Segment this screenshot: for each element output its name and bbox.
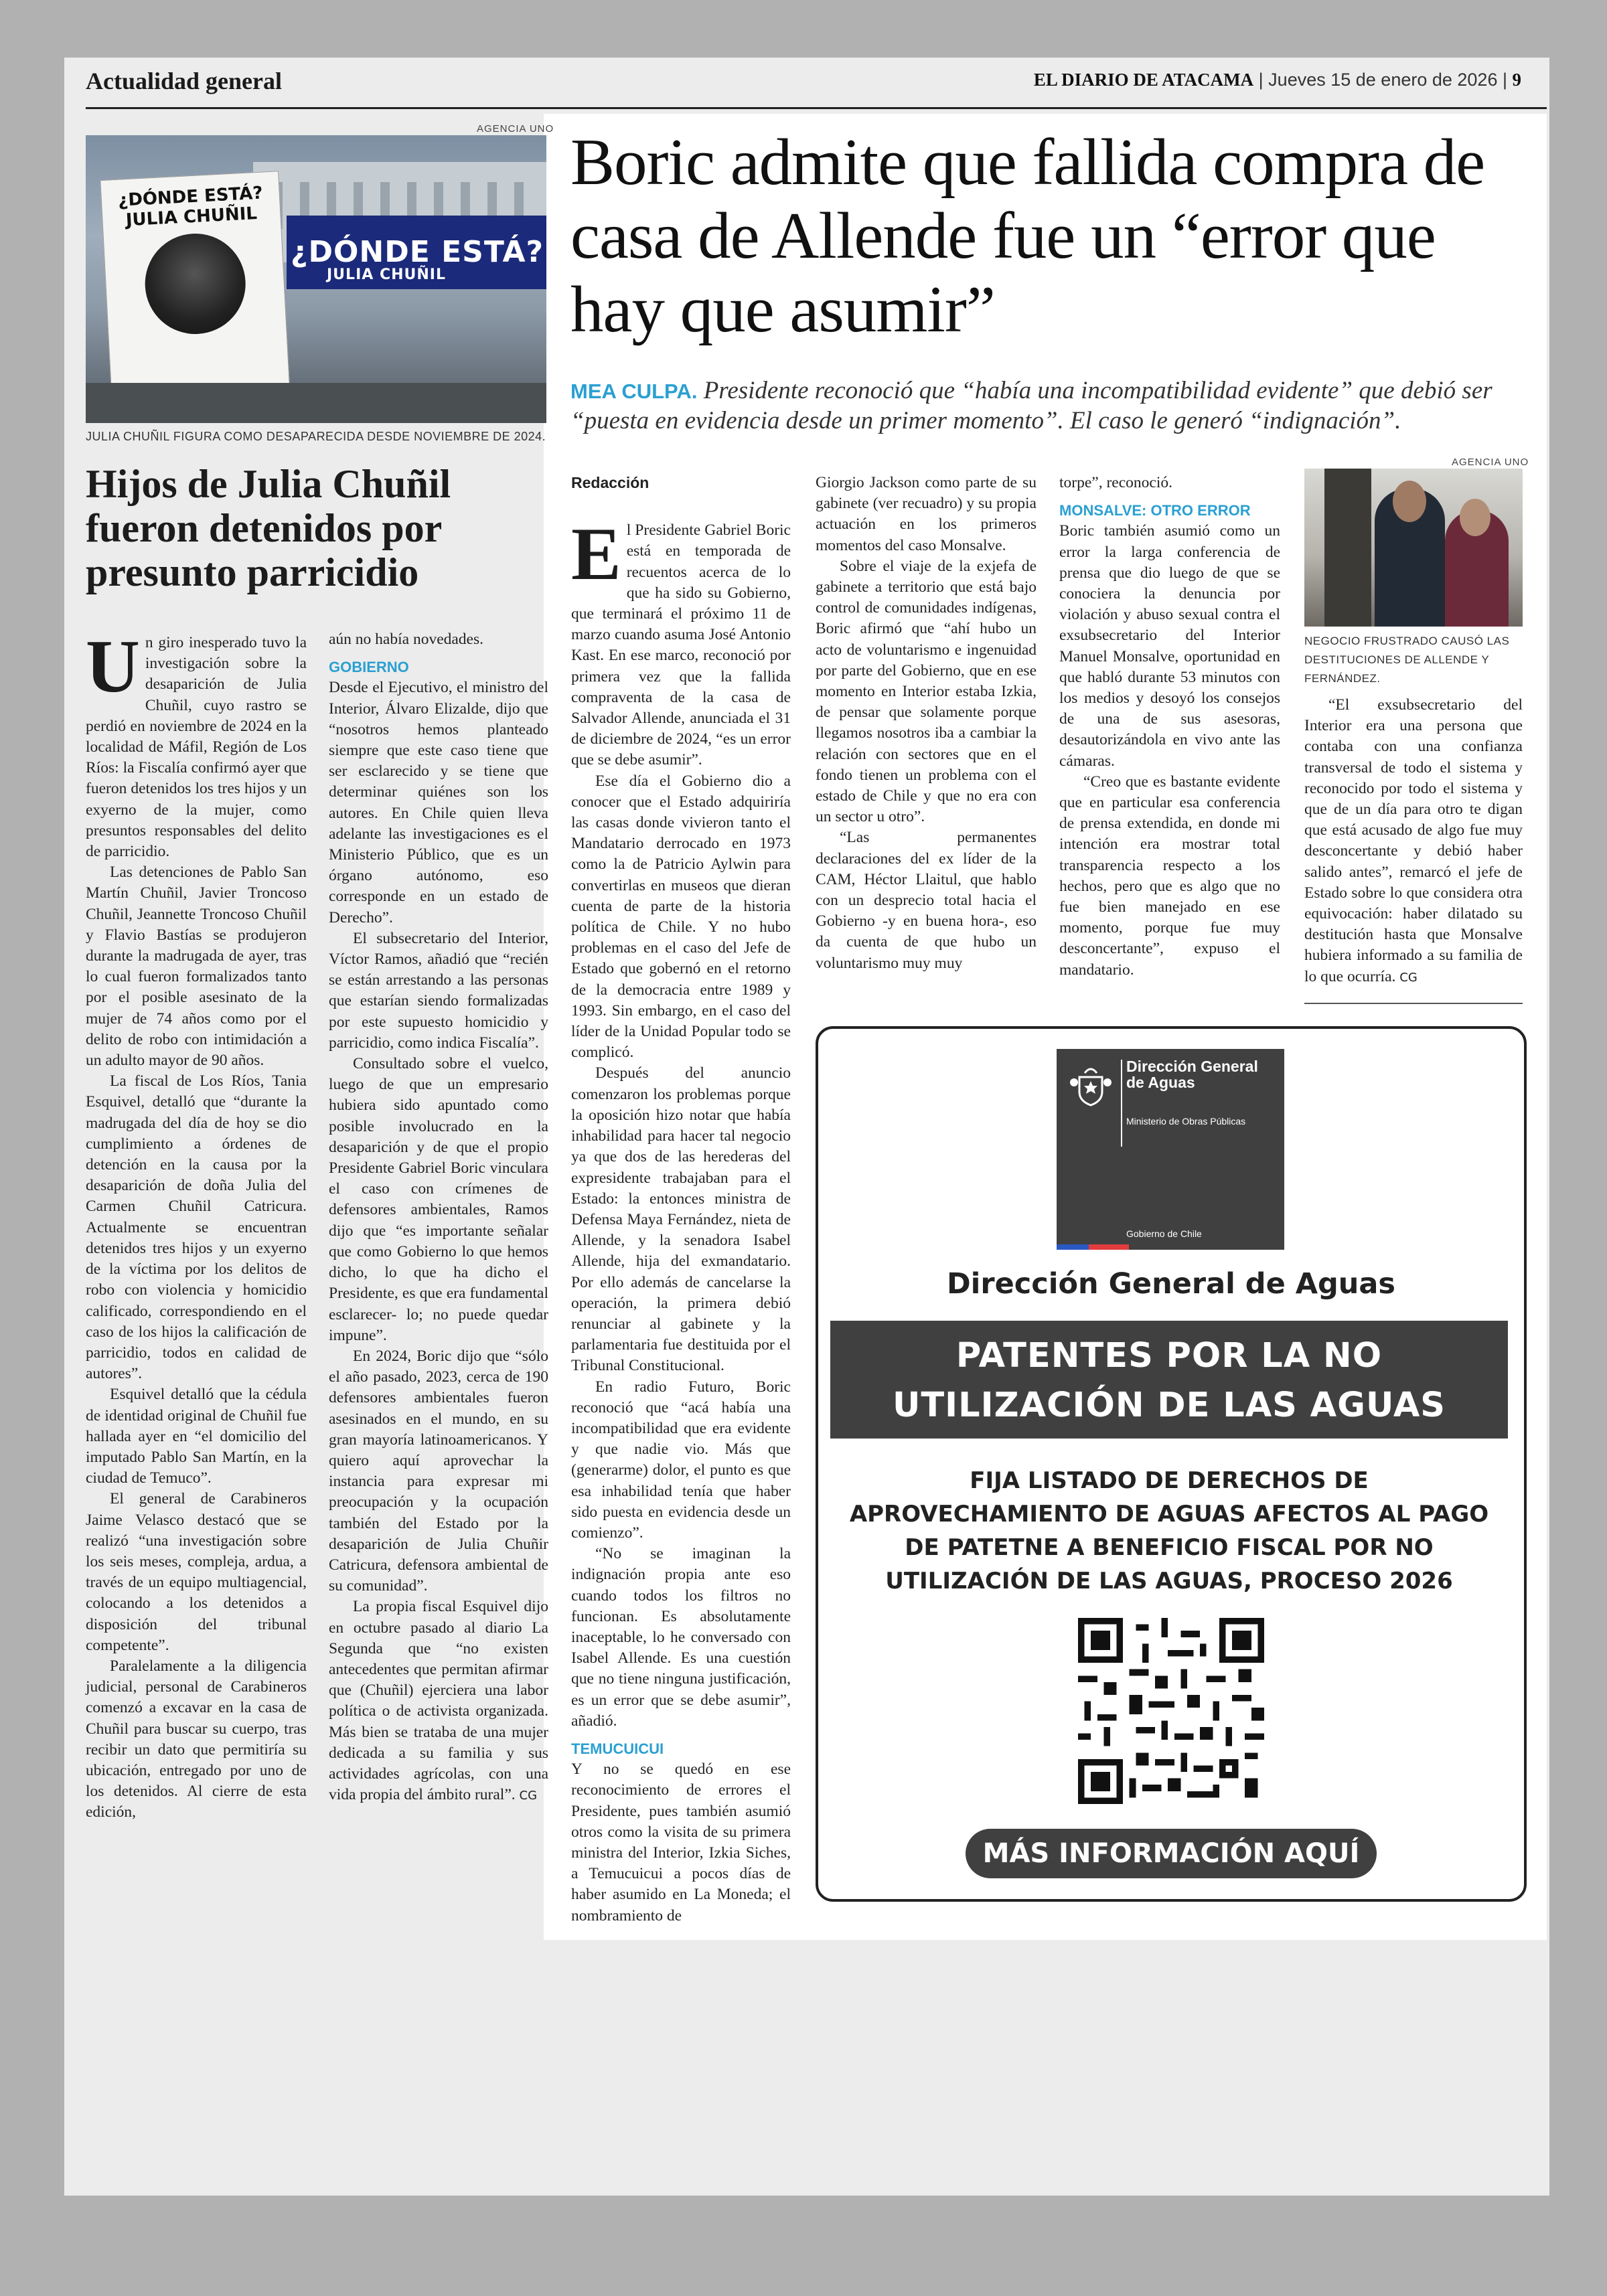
protest-banner-text: ¿DÓNDE ESTÁ? <box>290 235 544 269</box>
photo-caption-left: JULIA CHUÑIL FIGURA COMO DESAPARECIDA DESDE NOVIEMBRE DE 2024. <box>86 430 546 443</box>
dga-logo <box>1057 1049 1284 1250</box>
photo-caption-right: NEGOCIO FRUSTRADO CAUSÓ LAS DESTITUCIONES DE ALLENDE Y FERNÁNDEZ. <box>1304 635 1510 685</box>
protest-banner-sub: JULIA CHUÑIL <box>327 266 446 283</box>
paragraph <box>1304 695 1523 988</box>
ad-title-band: PATENTES POR LA NO UTILIZACIÓN DE LAS AGUAS <box>830 1321 1508 1439</box>
left-col-1 <box>86 625 307 1823</box>
main-deck <box>570 376 1521 436</box>
paragraph: El subsecretario del Interior, Víctor Ramos, añadió que “recién se están arrestando a las personas que estarían siendo formalizadas por este supuesto homicidio y parricidio, como indica Fiscalía”. <box>329 929 548 1052</box>
left-headline: Hijos de Julia Chuñil fueron detenidos por presunto parricidio <box>86 462 451 594</box>
subhead: TEMUCUICUI <box>571 1740 664 1757</box>
paragraph: Consultado sobre el vuelco, luego de que un empresario hubiera sido apuntado como posible involucrado en la desaparición y de que el propio Presidente Gabriel Boric vinculara el caso con crímenes de defensores ambientales, Ramos dijo que “es importante señalar que como Gobierno lo que hemos dicho, lo que ha dicho el Presidente, es que era fundamental esclarecer- lo; no puede quedar impune”. <box>329 1055 548 1344</box>
page-number: 9 <box>1512 70 1521 90</box>
deck-text: Presidente reconoció que “había una incompatibilidad evidente” que debió ser “puesta en evidencia desde un primer momento”. El caso le generó “indignación”. <box>570 377 1493 434</box>
doorway <box>1324 469 1371 627</box>
ground <box>86 383 546 423</box>
subhead: GOBIERNO <box>329 659 409 676</box>
publication-info <box>1034 70 1521 90</box>
ad-body-text: FIJA LISTADO DE DERECHOS DE APROVECHAMIENTO DE AGUAS AFECTOS AL PAGO DE PATETNE A BENEFICIO FISCAL POR NO UTILIZACIÓN DE LAS AGUAS, PROCESO 2026 <box>849 1467 1489 1594</box>
paragraph: “No se imaginan la indignación propia ante eso cuando todos los filtros no funcionan. Es absolutamente inaceptable, lo he conversado con Isabel Allende. Es una cuestión que no tiene ninguna justificación, es un error que se debe asumir”, añadió. <box>571 1545 791 1730</box>
flag-stripe-blue <box>1057 1244 1089 1250</box>
paragraph <box>329 1596 548 1806</box>
section-title: Actualidad general <box>86 68 282 94</box>
header-rule <box>86 107 1547 109</box>
paragraph: aún no había novedades. <box>329 631 484 648</box>
photo-credit-right: AGENCIA UNO <box>1452 457 1529 468</box>
main-col-3 <box>1059 473 1280 981</box>
paragraph: Boric también asumió como un error la larga conferencia de prensa que dio luego de que se conociera la denuncia por violación y abuso sexual contra el exsubsecretario del Interior Manuel Monsalve, oportunidad en que habló durante 53 minutos con los medios y desoyó los consejos de una de sus asesoras, desautorizándola en vivo ante las cámaras. <box>1059 522 1280 770</box>
paragraph: En radio Futuro, Boric reconoció que “acá había una incompatibilidad que era evidente y que nadie vio. Más que (generarme) dolor, el punto es que esa inhabilidad tenía que haber sido puesta en evidencia desde un comienzo”. <box>571 1378 791 1542</box>
person-head <box>1393 481 1426 522</box>
left-col-2 <box>329 629 548 1806</box>
paragraph: Giorgio Jackson como parte de su gabinete (ver recuadro) y su propia actuación en los primeros momentos del caso Monsalve. <box>816 474 1037 554</box>
paragraph: l Presidente Gabriel Boric está en temporada de recuentos acerca de lo que ha sido su Gobierno, que terminará el próximo 11 de marzo cuando asuma José Antonio Kast. En ese marco, reconoció por primera vez que la fallida compraventa de la casa de Salvador Allende, anunciada el 31 de diciembre de 2024, “es un error que se debe asumir”. <box>571 521 791 769</box>
protest-banner <box>287 216 546 289</box>
portrait-drawing <box>142 231 248 337</box>
publication-date: | Jueves 15 de enero de 2026 | <box>1258 70 1507 90</box>
paragraph: Desde el Ejecutivo, el ministro del Interior, Álvaro Elizalde, dijo que “nosotros hemos planteado siempre que este caso tiene que ser esclarecido y se tiene que determinar quiénes son los autores. En Chile quien lleva adelante las investigaciones es el Ministerio Público, que es un órgano autónomo, eso corresponde en un estado de Derecho”. <box>329 679 548 926</box>
main-col-2 <box>816 473 1037 974</box>
paragraph: Después del anuncio comenzaron los problemas porque la oposición hizo notar que había inhabilidad para hacer tal negocio ya que dos de las herederas del expresidente trabajaban para el Estado: la entonces ministra de Defensa Maya Fernández, nieta de Allende, y la senadora Isabel Allende, hija del exmandatario. Por ello además de cancelarse la operación, la primera debió renunciar al gabinete y la parlamentaria fue destituida por el Tribunal Constitucional. <box>571 1064 791 1375</box>
boric-photo <box>1304 469 1523 627</box>
deck-label: MEA CULPA. <box>570 380 698 403</box>
publication-name: EL DIARIO DE ATACAMA <box>1033 70 1254 90</box>
end-mark: CG <box>1399 970 1418 985</box>
protest-photo <box>86 135 546 423</box>
paragraph: n giro inesperado tuvo la investigación sobre la desaparición de Julia Chuñil, cuyo rastro se perdió en noviembre de 2024 en la localidad de Máfil, Región de Los Ríos: la Fiscalía confirmó ayer que fueron detenidos los tres hijos y un exyerno de la mujer, como presuntos responsables del delito de parricidio. <box>86 634 307 861</box>
column-rule <box>1304 1003 1523 1004</box>
paragraph: Paralelamente a la diligencia judicial, personal de Carabineros comenzó a excavar en la casa de Chuñil para buscar su cuerpo, tras recibir un dato que permitiría su ubicación, entregado por uno de los detenidos. Al cierre de esta edición, <box>86 1657 307 1821</box>
dropcap: U <box>86 625 140 708</box>
protest-sign <box>100 171 290 406</box>
logo-ministry: Ministerio de Obras Públicas <box>1126 1116 1246 1127</box>
end-mark: CG <box>519 1789 538 1803</box>
paragraph-text: La propia fiscal Esquivel dijo en octubre pasado al diario La Segunda que “no existen antecedentes que permitan afirmar que (Chuñil) ejerciera una labor política o de activista organizada. Más bien se trataba de una mujer dedicada a su familia y sus actividades agrícolas, con una vida propia del ámbito rural”. <box>329 1598 548 1804</box>
person-head <box>1460 499 1490 536</box>
paragraph: torpe”, reconoció. <box>1059 474 1172 491</box>
byline: Redacción <box>571 474 649 491</box>
coat-of-arms-icon <box>1067 1062 1114 1109</box>
qr-code-icon[interactable] <box>1078 1618 1264 1804</box>
dropcap: E <box>571 513 621 596</box>
paragraph: “Las permanentes declaraciones del ex líder de la CAM, Héctor Llaitul, que hablo con un desprecio total hacia el Gobierno -y en buena hora-, eso da cuenta de que hubo un voluntarismo muy muy <box>816 829 1037 972</box>
more-info-button[interactable]: MÁS INFORMACIÓN AQUÍ <box>966 1829 1377 1878</box>
paragraph: Y no se quedó en ese reconocimiento de errores el Presidente, pues también asumió otros como la visita de su primera ministra del Interior, Izkia Siches, a Temucuicui a pocos días de haber asumido en La Moneda; el nombramiento de <box>571 1760 791 1924</box>
dga-advertisement <box>816 1026 1527 1902</box>
paragraph: Ese día el Gobierno dio a conocer que el Estado adquiriría las casas donde vivieron tanto el Mandatario derrocado en 1973 como la de Patricio Aylwin para convertirlas en museos que dieran cuenta de parte de la historia política de Chile. Y no hubo problemas en el caso del Jefe de Estado que gobernó en el retorno de la democracia entre 1989 y 1993. Sin embargo, en el caso del líder de la Unidad Popular todo se complicó. <box>571 772 791 1062</box>
paragraph: En 2024, Boric dijo que “sólo el año pasado, 2023, cerca de 190 defensores ambientales fueron asesinados en el mundo, en su gran mayoría latinoamericanos. Y quiero aquí aprovechar la instancia para expresar mi preocupación y la ocupación también del Estado por la desaparición de Julia Chuñir Catricura, defensora ambiental de su comunidad”. <box>329 1347 548 1595</box>
protest-sign-text: ¿DÓNDE ESTÁ? JULIA CHUÑIL <box>117 183 264 231</box>
paragraph: El general de Carabineros Jaime Velasco destacó que se realizó “una investigación sobre los seis meses, compleja, ardua, a través de un equipo multiagencial, colocando a los detenidos a disposición del tribunal competente”. <box>86 1490 307 1654</box>
main-col-1 <box>571 473 791 1926</box>
subhead: MONSALVE: OTRO ERROR <box>1059 502 1251 519</box>
main-col-4 <box>1304 695 1523 988</box>
logo-government: Gobierno de Chile <box>1126 1228 1202 1239</box>
logo-divider <box>1121 1060 1122 1147</box>
paragraph: Sobre el viaje de la exjefa de gabinete a territorio que está bajo control de comunidades indígenas, Boric afirmó que “ahí hubo un acto de voluntarismo e ingenuidad por parte del Gobierno, que en ese momento en Interior estaba Izkia, de pensar que solamente porque llegamos nosotros iba a cambiar la relación con sectores que en el fondo tienen un problema con el estado de Chile y que no era con un sector u otro”. <box>816 557 1037 826</box>
logo-title: Dirección General de Aguas <box>1126 1058 1258 1091</box>
main-headline: Boric admite que fallida compra de casa de Allende fue un “error que hay que asumir” <box>570 126 1485 346</box>
paragraph: “Creo que es bastante evidente que en particular esa conferencia de prensa extendida, en donde mi intención era mostrar total transparencia respecto a los hechos, pero que es algo que no fue bien manejado en ese momento, porque fue muy desconcertante”, expuso el mandatario. <box>1059 772 1280 979</box>
paragraph: Las detenciones de Pablo San Martín Chuñil, Javier Troncoso Chuñil, Jeannette Troncoso Chuñil y Flavio Bastías se produjeron durante la madrugada de ayer, tras lo cual fueron formalizados tanto por el posible asesinato de la mujer de 74 años como por el delito de robo con intimidación a un adulto mayor de 90 años. <box>86 864 307 1070</box>
flag-stripe-red <box>1089 1244 1129 1250</box>
paragraph-text: “El exsubsecretario del Interior era una persona que contaba con una confianza transversal de todo el sistema y reconocido por todo el sistema y que de un día para otro te digan que está acusado de algo fue muy desconcertante y debió haber salido antes”, remarcó el jefe de Estado sobre lo que considera otra equivocación: haber dilatado su destitución hasta que Monsalve hubiera informado a su familia de lo que ocurría. <box>1304 696 1523 985</box>
paragraph: La fiscal de Los Ríos, Tania Esquivel, detalló que “durante la madrugada del día de hoy se dio cumplimiento a órdenes de detención en la causa por la desaparición de doña Julia del Carmen Chuñil Catricura. Actualmente se encuentran detenidos tres hijos y un exyerno de la víctima por los delitos de robo con violencia y homicidio calificado, correspondiendo en el caso de los hijos la calificación de parricidio, todos en calidad de autores”. <box>86 1072 307 1383</box>
paragraph: Esquivel detalló que la cédula de identidad original de Chuñil fue hallada ayer en “el domicilio del imputado Pablo San Martín, en la ciudad de Temuco”. <box>86 1386 307 1487</box>
photo-credit-left: AGENCIA UNO <box>477 123 554 135</box>
ad-agency-name: Dirección General de Aguas <box>946 1267 1395 1301</box>
